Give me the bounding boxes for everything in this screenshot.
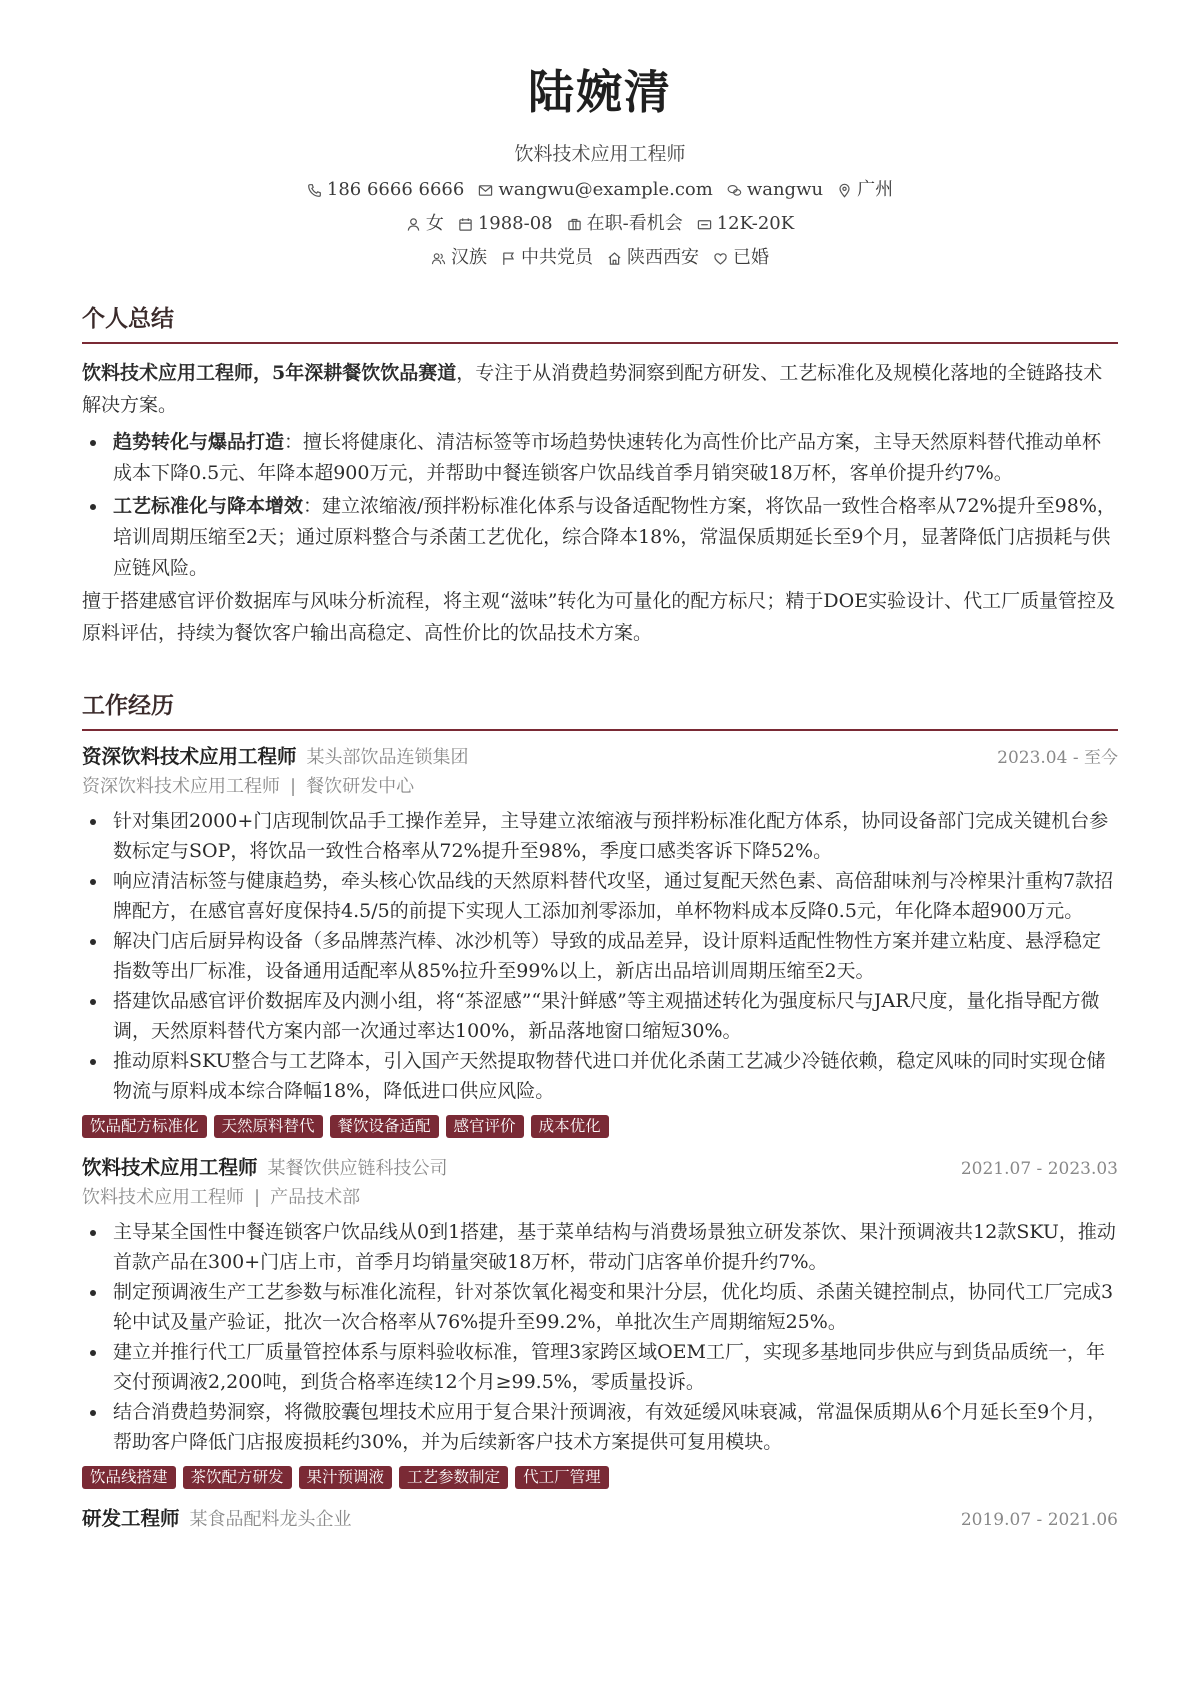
personal-row [82, 212, 1118, 236]
job-header [82, 743, 1118, 772]
ethnicity: 汉族 [451, 247, 487, 268]
target-job-title: 饮料技术应用工程师 [514, 143, 686, 165]
status-info [567, 212, 683, 236]
job-title-line [82, 743, 469, 772]
summary-section [82, 304, 1118, 649]
summary-intro-text: ，专注于从消费趋势洞察到配方研发、工艺标准化及规模化落地的全链路技术解决方案。 [82, 362, 1103, 416]
gender: 女 [425, 213, 444, 234]
skill-tag: 成本优化 [531, 1115, 609, 1138]
summary-highlight [82, 427, 1118, 489]
company-name: 某头部饮品连锁集团 [306, 747, 469, 768]
flag-icon [501, 251, 516, 266]
summary-highlight [82, 491, 1118, 584]
job-title-line [82, 1505, 352, 1534]
highlight-text: ：建立浓缩液/预拌粉标准化体系与设备适配物性方案，将饮品一致性合格率从72%提升至98%，培训周期压缩至2天；通过原料整合与杀菌工艺优化，综合降本18%，常温保质期延长至9个月，显著降低门店损耗与供应链风险。 [113, 495, 1116, 579]
email-info [478, 178, 713, 202]
skill-tag: 餐饮设备适配 [330, 1115, 439, 1138]
job-achievements [82, 806, 1118, 1106]
marital-status: 已婚 [733, 247, 769, 268]
job-entry [82, 1505, 1118, 1534]
wechat-id: wangwu [746, 179, 824, 200]
hometown-info [607, 246, 699, 270]
heart-icon [713, 251, 728, 266]
wechat-info [727, 178, 823, 202]
job-role: 资深饮料技术应用工程师 [82, 776, 280, 797]
work-section [82, 691, 1118, 1534]
contact-row [82, 178, 1118, 202]
expected-salary: 12K-20K [716, 213, 795, 234]
job-department: 餐饮研发中心 [306, 776, 415, 797]
skill-tag: 茶饮配方研发 [183, 1466, 292, 1489]
resume-header [82, 0, 1118, 270]
politics-info [501, 246, 593, 270]
achievement-item: 推动原料SKU整合与工艺降本，引入国产天然提取物替代进口并优化杀菌工艺减少冷链依赖，稳定风味的同时实现仓储物流与原料成本综合降幅18%，降低进口供应风险。 [82, 1046, 1118, 1106]
ethnicity-info [431, 246, 487, 270]
company-name: 某餐饮供应链科技公司 [267, 1158, 448, 1179]
job-date-range: 2023.04 - 至今 [997, 748, 1118, 768]
skill-tag: 代工厂管理 [515, 1466, 609, 1489]
job-date-range: 2021.07 - 2023.03 [960, 1159, 1118, 1179]
achievement-item: 搭建饮品感官评价数据库及内测小组，将“茶涩感”“果汁鲜感”等主观描述转化为强度标尺与JAR尺度，量化指导配方微调，天然原料替代方案内部一次通过率达100%，新品落地窗口缩短30%。 [82, 986, 1118, 1046]
job-status: 在职-看机会 [586, 213, 683, 234]
marital-info [713, 246, 769, 270]
job-entry [82, 1154, 1118, 1489]
job-achievements [82, 1217, 1118, 1457]
work-section-title: 工作经历 [82, 691, 1118, 731]
job-title: 研发工程师 [82, 1507, 180, 1530]
achievement-item: 针对集团2000+门店现制饮品手工操作差异，主导建立浓缩液与预拌粉标准化配方体系，协同设备部门完成关键机台参数标定与SOP，将饮品一致性合格率从72%提升至98%，季度口感类客诉下降52%。 [82, 806, 1118, 866]
location-icon [837, 183, 852, 198]
skill-tag: 天然原料替代 [214, 1115, 323, 1138]
phone-number: 186 6666 6666 [326, 179, 465, 200]
summary-intro-bold: 饮料技术应用工程师，5年深耕餐饮饮品赛道 [82, 362, 457, 384]
achievement-item: 响应清洁标签与健康趋势，牵头核心饮品线的天然原料替代攻坚，通过复配天然色素、高倍甜味剂与冷榨果汁重构7款招牌配方，在感官喜好度保持4.5/5的前提下实现人工添加剂零添加，单杯物料成本反降0.5元，年化降本超900万元。 [82, 866, 1118, 926]
role-separator: | [290, 776, 297, 797]
mail-icon [478, 183, 493, 198]
achievement-item: 解决门店后厨异构设备（多品牌蒸汽棒、冰沙机等）导致的成品差异，设计原料适配性物性方案并建立粘度、悬浮稳定指数等出厂标准，设备通用适配率从85%拉升至99%以上，新店出品培训周期压缩至2天。 [82, 926, 1118, 986]
skill-tags [82, 1115, 1118, 1138]
political-status: 中共党员 [521, 247, 593, 268]
money-icon [697, 217, 712, 232]
highlight-heading: 趋势转化与爆品打造 [113, 431, 285, 453]
job-title-line [82, 1154, 448, 1183]
summary-intro [82, 358, 1118, 421]
birth-info [458, 212, 553, 236]
calendar-icon [458, 217, 473, 232]
job-title: 资深饮料技术应用工程师 [82, 745, 297, 768]
person-icon [406, 217, 421, 232]
job-header [82, 1154, 1118, 1183]
job-entry [82, 743, 1118, 1138]
email-address: wangwu@example.com [498, 179, 713, 200]
job-department: 产品技术部 [270, 1187, 361, 1208]
gender-info [406, 212, 444, 236]
skill-tag: 工艺参数制定 [399, 1466, 508, 1489]
skill-tag: 饮品线搭建 [82, 1466, 176, 1489]
achievement-item: 主导某全国性中餐连锁客户饮品线从0到1搭建，基于菜单结构与消费场景独立研发茶饮、果汁预调液共12款SKU，推动首款产品在300+门店上市，首季月均销量突破18万杯，带动门店客单价提升约7%。 [82, 1217, 1118, 1277]
city: 广州 [857, 179, 894, 200]
highlight-heading: 工艺标准化与降本增效 [113, 495, 304, 517]
salary-info [697, 212, 794, 236]
summary-body [82, 358, 1118, 649]
summary-highlights [82, 427, 1118, 584]
job-title: 饮料技术应用工程师 [82, 1156, 258, 1179]
wechat-icon [727, 183, 742, 198]
group-icon [431, 251, 446, 266]
skill-tag: 感官评价 [446, 1115, 524, 1138]
achievement-item: 建立并推行代工厂质量管控体系与原料验收标准，管理3家跨区域OEM工厂，实现多基地同步供应与到货品质统一，年交付预调液2,200吨，到货合格率连续12个月≥99.5%，零质量投诉。 [82, 1337, 1118, 1397]
briefcase-icon [567, 217, 582, 232]
home-icon [607, 251, 622, 266]
birth-date: 1988-08 [477, 213, 553, 234]
summary-section-title: 个人总结 [82, 304, 1118, 344]
skill-tag: 果汁预调液 [299, 1466, 393, 1489]
role-separator: | [254, 1187, 261, 1208]
summary-closing: 擅于搭建感官评价数据库与风味分析流程，将主观“滋味”转化为可量化的配方标尺；精于DOE实验设计、代工厂质量管控及原料评估，持续为餐饮客户输出高稳定、高性价比的饮品技术方案。 [82, 590, 1116, 644]
phone-icon [307, 183, 322, 198]
background-row [82, 246, 1118, 270]
achievement-item: 结合消费趋势洞察，将微胶囊包埋技术应用于复合果汁预调液，有效延缓风味衰减，常温保质期从6个月延长至9个月，帮助客户降低门店报废损耗约30%，并为后续新客户技术方案提供可复用模块。 [82, 1397, 1118, 1457]
skill-tag: 饮品配方标准化 [82, 1115, 207, 1138]
city-info [837, 178, 893, 202]
phone-info [307, 178, 464, 202]
highlight-text: ：擅长将健康化、清洁标签等市场趋势快速转化为高性价比产品方案，主导天然原料替代推动单杯成本下降0.5元、年降本超900万元，并帮助中餐连锁客户饮品线首季月销突破18万杯，客单价提升约7%。 [113, 431, 1102, 484]
job-role-line [82, 1183, 1118, 1213]
job-role: 饮料技术应用工程师 [82, 1187, 244, 1208]
company-name: 某食品配料龙头企业 [189, 1509, 352, 1530]
job-header [82, 1505, 1118, 1534]
job-role-line [82, 772, 1118, 802]
job-date-range: 2019.07 - 2021.06 [960, 1510, 1118, 1530]
achievement-item: 制定预调液生产工艺参数与标准化流程，针对茶饮氧化褐变和果汁分层，优化均质、杀菌关键控制点，协同代工厂完成3轮中试及量产验证，批次一次合格率从76%提升至99.2%，单批次生产周期缩短25%。 [82, 1277, 1118, 1337]
hometown: 陕西西安 [627, 247, 699, 268]
skill-tags [82, 1466, 1118, 1489]
candidate-name: 陆婉清 [528, 65, 672, 119]
